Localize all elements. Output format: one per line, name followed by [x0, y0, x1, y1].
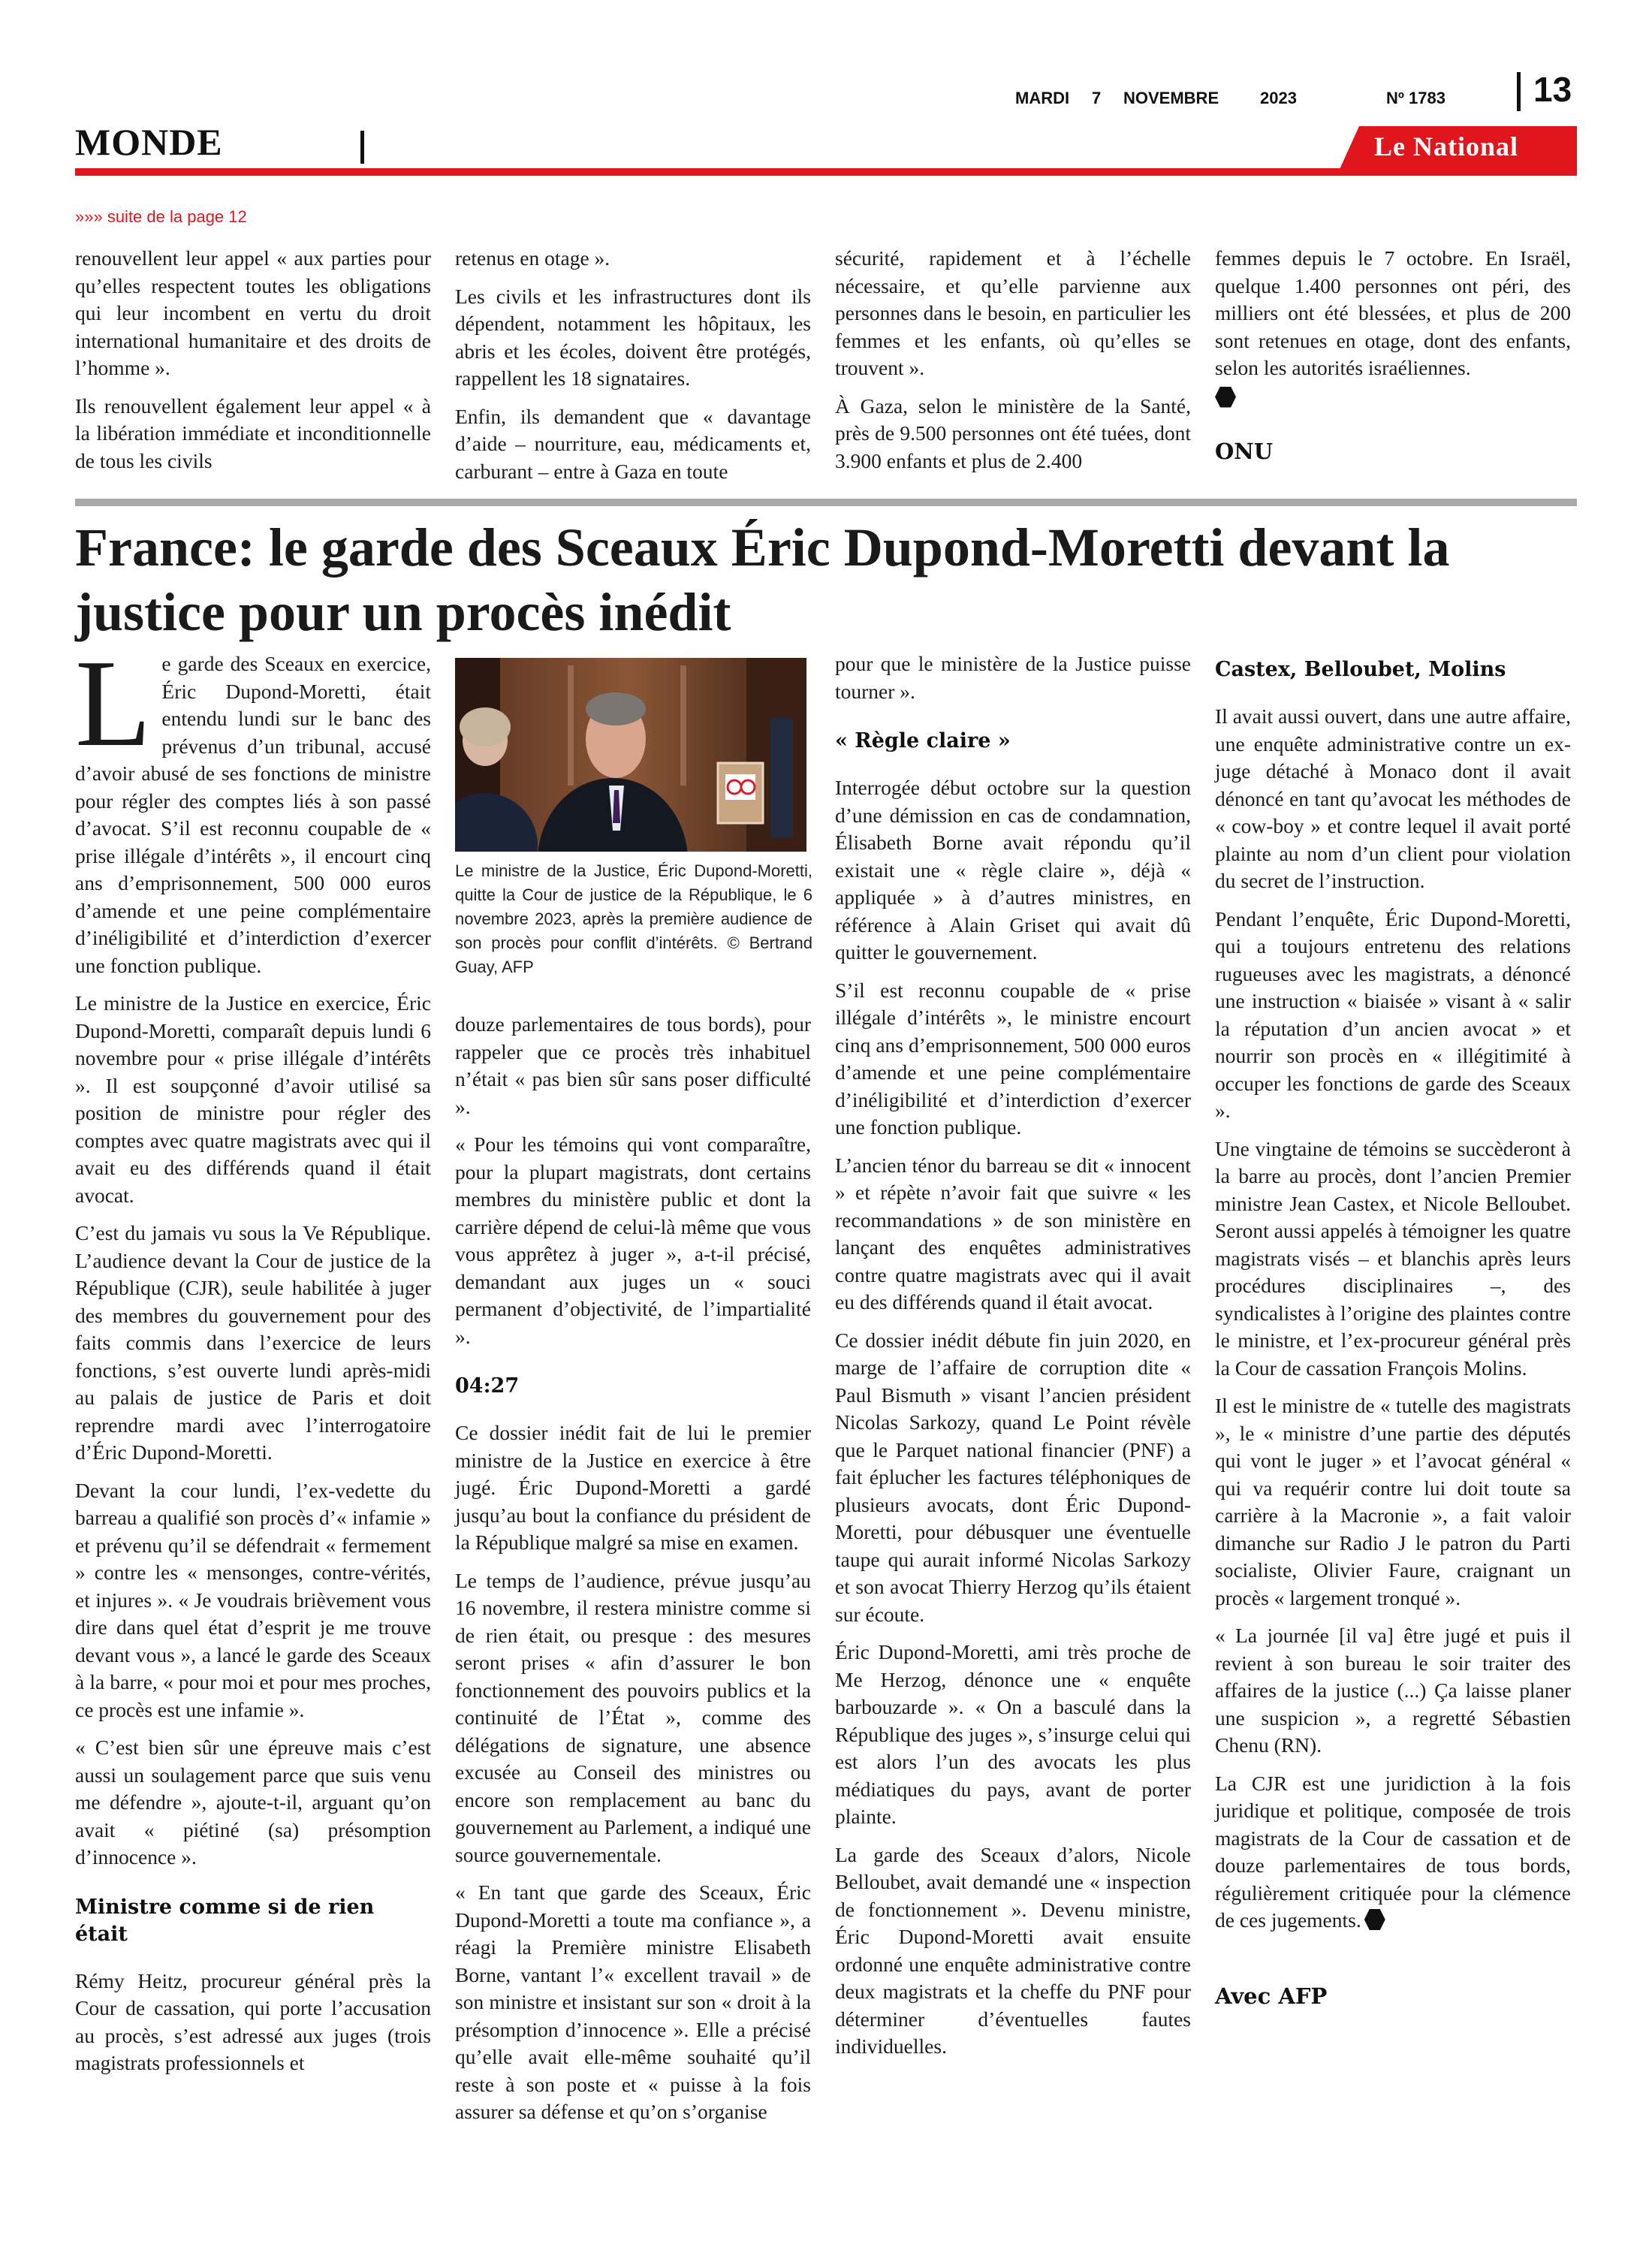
- article-signature: Avec AFP: [1215, 1983, 1328, 2009]
- paragraph: Devant la cour lundi, l’ex-vedette du barreau a qualifié son procès d’« infamie » et prévenu qu’il se défendrait « fermement » contre les « mensonges, contre-vérités, et injures ». « Je voudrais brièvement vous dire dans quel état d’esprit je me trouve devant vous », a lancé le garde des Sceaux à la barre, « pour moi et pour mes proches, ce procès est une infamie ».: [75, 1478, 431, 1721]
- hexagon-end-icon: [1215, 387, 1236, 408]
- brand-name: Le National: [1374, 131, 1519, 161]
- paragraph: À Gaza, selon le ministère de la Santé, près de 9.500 personnes ont été tuées, dont 3.900 enfants et plus de 2.400: [835, 394, 1191, 472]
- paragraph: Interrogée début octobre sur la question d’une démission en cas de condamnation, Élisabeth Borne avait répondu qu’il existait une « règle claire », déjà « appliquée » à d’autres ministres, en référence à Alain Griset qui avait dû quitter le gouvernement.: [835, 776, 1191, 964]
- paragraph: pour que le ministère de la Justice puisse tourner ».: [835, 652, 1191, 703]
- paragraph: Éric Dupond-Moretti, ami très proche de Me Herzog, dénonce une « enquête barbouzarde ». « On a basculé dans la République des juges », s’insurge celui qui est alors l’un des avocats les plus médiatiques du pays, avant de porter plainte.: [835, 1640, 1191, 1828]
- page-number: 13: [1533, 70, 1572, 109]
- prev-article-column-4: [1215, 245, 1571, 465]
- paragraph: sécurité, rapidement et à l’échelle nécessaire, et qu’elle parvienne aux personnes dans le besoin, en particulier les femmes et les enfants, où qu’elles se trouvent ».: [835, 246, 1191, 379]
- prev-article-column-2: [455, 245, 811, 496]
- paragraph: [1215, 245, 1571, 408]
- subheading: Castex, Belloubet, Molins: [1215, 658, 1506, 681]
- paragraph: Une vingtaine de témoins se succèderont à la barre au procès, dont l’ancien Premier ministre Jean Castex, et Nicole Belloubet. Seront aussi appelés à témoigner les quatre magistrats visés – et blanchis après leurs procédures disciplinaires –, des syndicalistes à l’origine des plaintes contre le ministre, et l’ex-procureur général près la Cour de cassation François Molins.: [1215, 1136, 1571, 1380]
- article-photo: [455, 658, 806, 852]
- paragraph: renouvellent leur appel « aux parties pour qu’elles respectent toutes les obligations qui leur incombent en vertu du droit international humanitaire et des droits de l’homme ».: [75, 246, 431, 379]
- section-divider: [360, 131, 364, 164]
- header-rule: [75, 168, 1577, 176]
- subheading-time: 04:27: [455, 1374, 520, 1398]
- article-column-1: [75, 634, 431, 2088]
- article-separator-rule: [75, 499, 1577, 506]
- continued-from-label: »»» suite de la page 12: [75, 207, 247, 226]
- prev-article-signature: ONU: [1215, 438, 1274, 464]
- paragraph: « En tant que garde des Sceaux, Éric Dupond-Moretti a toute ma confiance », a réagi la Première ministre Elisabeth Borne, vantant l’« excellent travail » de son ministre et insistant sur son « droit à la présomption d’innocence ». Elle a précisé qu’elle avait elle-même souhaité qu’il reste à son poste et « puisse à la fois assurer sa défense et qu’on s’organise: [455, 1881, 811, 2123]
- drop-cap: L: [75, 634, 152, 772]
- paragraph: Ce dossier inédit débute fin juin 2020, en marge de l’affaire de corruption dite « Paul Bismuth » visant l’ancien président Nicolas Sarkozy, quand Le Point révèle que le Parquet national financier (PNF) a fait éplucher les factures téléphoniques de plusieurs avocats, dont Éric Dupond-Moretti, pour débusquer une éventuelle taupe qui aurait informé Nicolas Sarkozy et son avocat Thierry Herzog qu’ils étaient sur écoute.: [835, 1328, 1191, 1626]
- article-column-3: [835, 650, 1191, 2071]
- header-month: NOVEMBRE: [1123, 89, 1219, 107]
- hexagon-end-icon: [1364, 1909, 1385, 1930]
- paragraph: Il avait aussi ouvert, dans une autre affaire, une enquête administrative contre un ex-juge détaché à Monaco dont il avait dénoncé en tant qu’avocat les méthodes de « cow-boy » et contre lequel il avait porté plainte au nom d’un client pour violation du secret de l’instruction.: [1215, 704, 1571, 892]
- article-column-2: [455, 1011, 811, 2137]
- paragraph-text: femmes depuis le 7 octobre. En Israël, quelque 1.400 personnes ont péri, des milliers ont été blessées, et plus de 200 sont retenues en otage, dont des enfants, selon les autorités israéliennes.: [1215, 246, 1571, 379]
- paragraph: L’ancien ténor du barreau se dit « innocent » et répète n’avoir fait que suivre « les recommandations » de son ministère en lançant des enquêtes administratives contre quatre magistrats avec qui il avait eu des différends quand il était avocat.: [835, 1153, 1191, 1313]
- header-day: MARDI: [1015, 89, 1070, 107]
- paragraph: Pendant l’enquête, Éric Dupond-Moretti, qui a toujours entretenu des relations rugueuses avec les magistrats, a dénoncé une instruction « biaisée » visant à « salir la réputation d’un ancien avocat » et nourrir son procès en « illégitimité à occuper les fonctions de garde des Sceaux ».: [1215, 906, 1571, 1122]
- lead-paragraph: [75, 634, 431, 979]
- prev-article-column-1: [75, 245, 431, 485]
- paragraph: C’est du jamais vu sous la Ve République. L’audience devant la Cour de justice de la République (CJR), seule habilitée à juger des membres du gouvernement pour des faits commis dans l’exercice de leurs fonctions, s’est ouverte lundi après-midi au palais de justice de Paris et doit reprendre mardi avec l’interrogatoire d’Éric Dupond-Moretti.: [75, 1221, 431, 1464]
- paragraph: Il est le ministre de « tutelle des magistrats », le « ministre d’une partie des députés qui vont le juger » et l’avocat général « qui va requérir contre lui doit toute sa carrière à la Macronie », a fait valoir dimanche sur Radio J le patron du Parti socialiste, Olivier Faure, craignant un procès « largement tronqué ».: [1215, 1394, 1571, 1609]
- minister-photo-illustration: [455, 658, 806, 852]
- article-headline: France: le garde des Sceaux Éric Dupond-Moretti devant la justice pour un procès inédit: [75, 517, 1450, 642]
- subheading: Ministre comme si de rien était: [75, 1895, 375, 1946]
- paragraph: Le ministre de la Justice en exercice, Éric Dupond-Moretti, comparaît depuis lundi 6 novembre pour « prise illégale d’intérêts ». Il est soupçonné d’avoir utilisé sa position de ministre pour régler des comptes avec quatre magistrats avec qui il avait eu des différends quand il était avocat.: [75, 991, 431, 1207]
- paragraph: « C’est bien sûr une épreuve mais c’est aussi un soulagement parce que suis venu me défendre », ajoute-t-il, arguant qu’on avait « piétiné (sa) présomption d’innocence ».: [75, 1736, 431, 1868]
- paragraph: douze parlementaires de tous bords), pour rappeler que ce procès très inhabituel n’était « pas bien sûr sans poser difficulté ».: [455, 1012, 811, 1118]
- paragraph: « La journée [il va] être jugé et puis il revient à son bureau le soir traiter des affaires de la justice (...) Ça laisse planer une suspicion », a regretté Sébastien Chenu (RN).: [1215, 1624, 1571, 1757]
- paragraph: « Pour les témoins qui vont comparaître, pour la plupart magistrats, dont certains membres du ministère public et dont la carrière dépend de celui-là même que vous vous apprêtez à juger », a-t-il précisé, demandant aux juges un « souci permanent d’objectivité, de l’impartialité ».: [455, 1133, 811, 1348]
- paragraph: Le temps de l’audience, prévue jusqu’au 16 novembre, il restera ministre comme si de rien était, ou presque : des mesures seront prises « afin d’assurer le bon fonctionnement des pouvoirs publics et la continuité de l’État », comme des délégations de signature, une absence excusée au Conseil des ministres ou encore son remplacement au banc du gouvernement au Parlement, a indiqué une source gouvernementale.: [455, 1568, 811, 1866]
- page-number-divider: [1517, 72, 1521, 111]
- paragraph: Enfin, ils demandent que « davantage d’aide – nourriture, eau, médicaments et, carburant – entre à Gaza en toute: [455, 404, 811, 483]
- paragraph: Ils renouvellent également leur appel « à la libération immédiate et inconditionnelle de tous les civils: [75, 394, 431, 472]
- lead-text: e garde des Sceaux en exercice, Éric Dupond-Moretti, était entendu lundi sur le banc des prévenus d’un tribunal, accusé d’avoir abusé de ses fonctions de ministre pour régler des comptes liés à son passé d’avocat. S’il est reconnu coupable de « prise illégale d’intérêts », il encourt cinq ans d’emprisonnement, 500 000 euros d’amende et une peine complémentaire d’inéligibilité et d’interdiction d’exercer une fonction publique.: [75, 652, 431, 977]
- photo-caption: Le ministre de la Justice, Éric Dupond-Moretti, quitte la Cour de justice de la République, le 6 novembre 2023, après la première audience de son procès pour conflit d’intérêts. © Bertrand Guay, AFP: [455, 861, 812, 976]
- article-column-4: [1215, 650, 1571, 2010]
- paragraph: La garde des Sceaux d’alors, Nicole Belloubet, avait demandé une « inspection de fonctionnement ». Devenu ministre, Éric Dupond-Moretti avait ensuite ordonné une enquête administrative contre deux magistrats et la cheffe du PNF pour déterminer d’éventuelles fautes individuelles.: [835, 1842, 1191, 2058]
- paragraph: Rémy Heitz, procureur général près la Cour de cassation, qui porte l’accusation au procès, s’est adressé aux juges (trois magistrats professionnels et: [75, 1968, 431, 2074]
- paragraph: Les civils et les infrastructures dont ils dépendent, notamment les hôpitaux, les abris et les écoles, doivent être protégés, rappellent les 18 signataires.: [455, 284, 811, 390]
- paragraph: S’il est reconnu coupable de « prise illégale d’intérêts », le ministre encourt cinq ans d’emprisonnement, 500 000 euros d’amende et une peine complémentaire d’inéligibilité et d’interdiction d’exercer une fonction publique.: [835, 978, 1191, 1139]
- paragraph: Ce dossier inédit fait de lui le premier ministre de la Justice en exercice à être jugé. Éric Dupond-Moretti a gardé jusqu’au bout la confiance du président de la République malgré sa mise en examen.: [455, 1421, 811, 1554]
- paragraph-text: La CJR est une juridiction à la fois juridique et politique, composée de trois magistrats de la Cour de cassation et de douze parlementaires de tous bords, régulièrement critiquée pour la clémence de ces jugements.: [1215, 1771, 1571, 1932]
- paragraph: [1215, 1770, 1571, 1935]
- paragraph: retenus en otage ».: [455, 246, 610, 270]
- header-year: 2023: [1260, 89, 1297, 107]
- prev-article-column-3: [835, 245, 1191, 485]
- header-issue: Nº 1783: [1386, 89, 1446, 107]
- section-title: MONDE: [75, 121, 223, 163]
- header-date-number: 7: [1092, 89, 1102, 107]
- subheading: « Règle claire »: [835, 729, 1011, 753]
